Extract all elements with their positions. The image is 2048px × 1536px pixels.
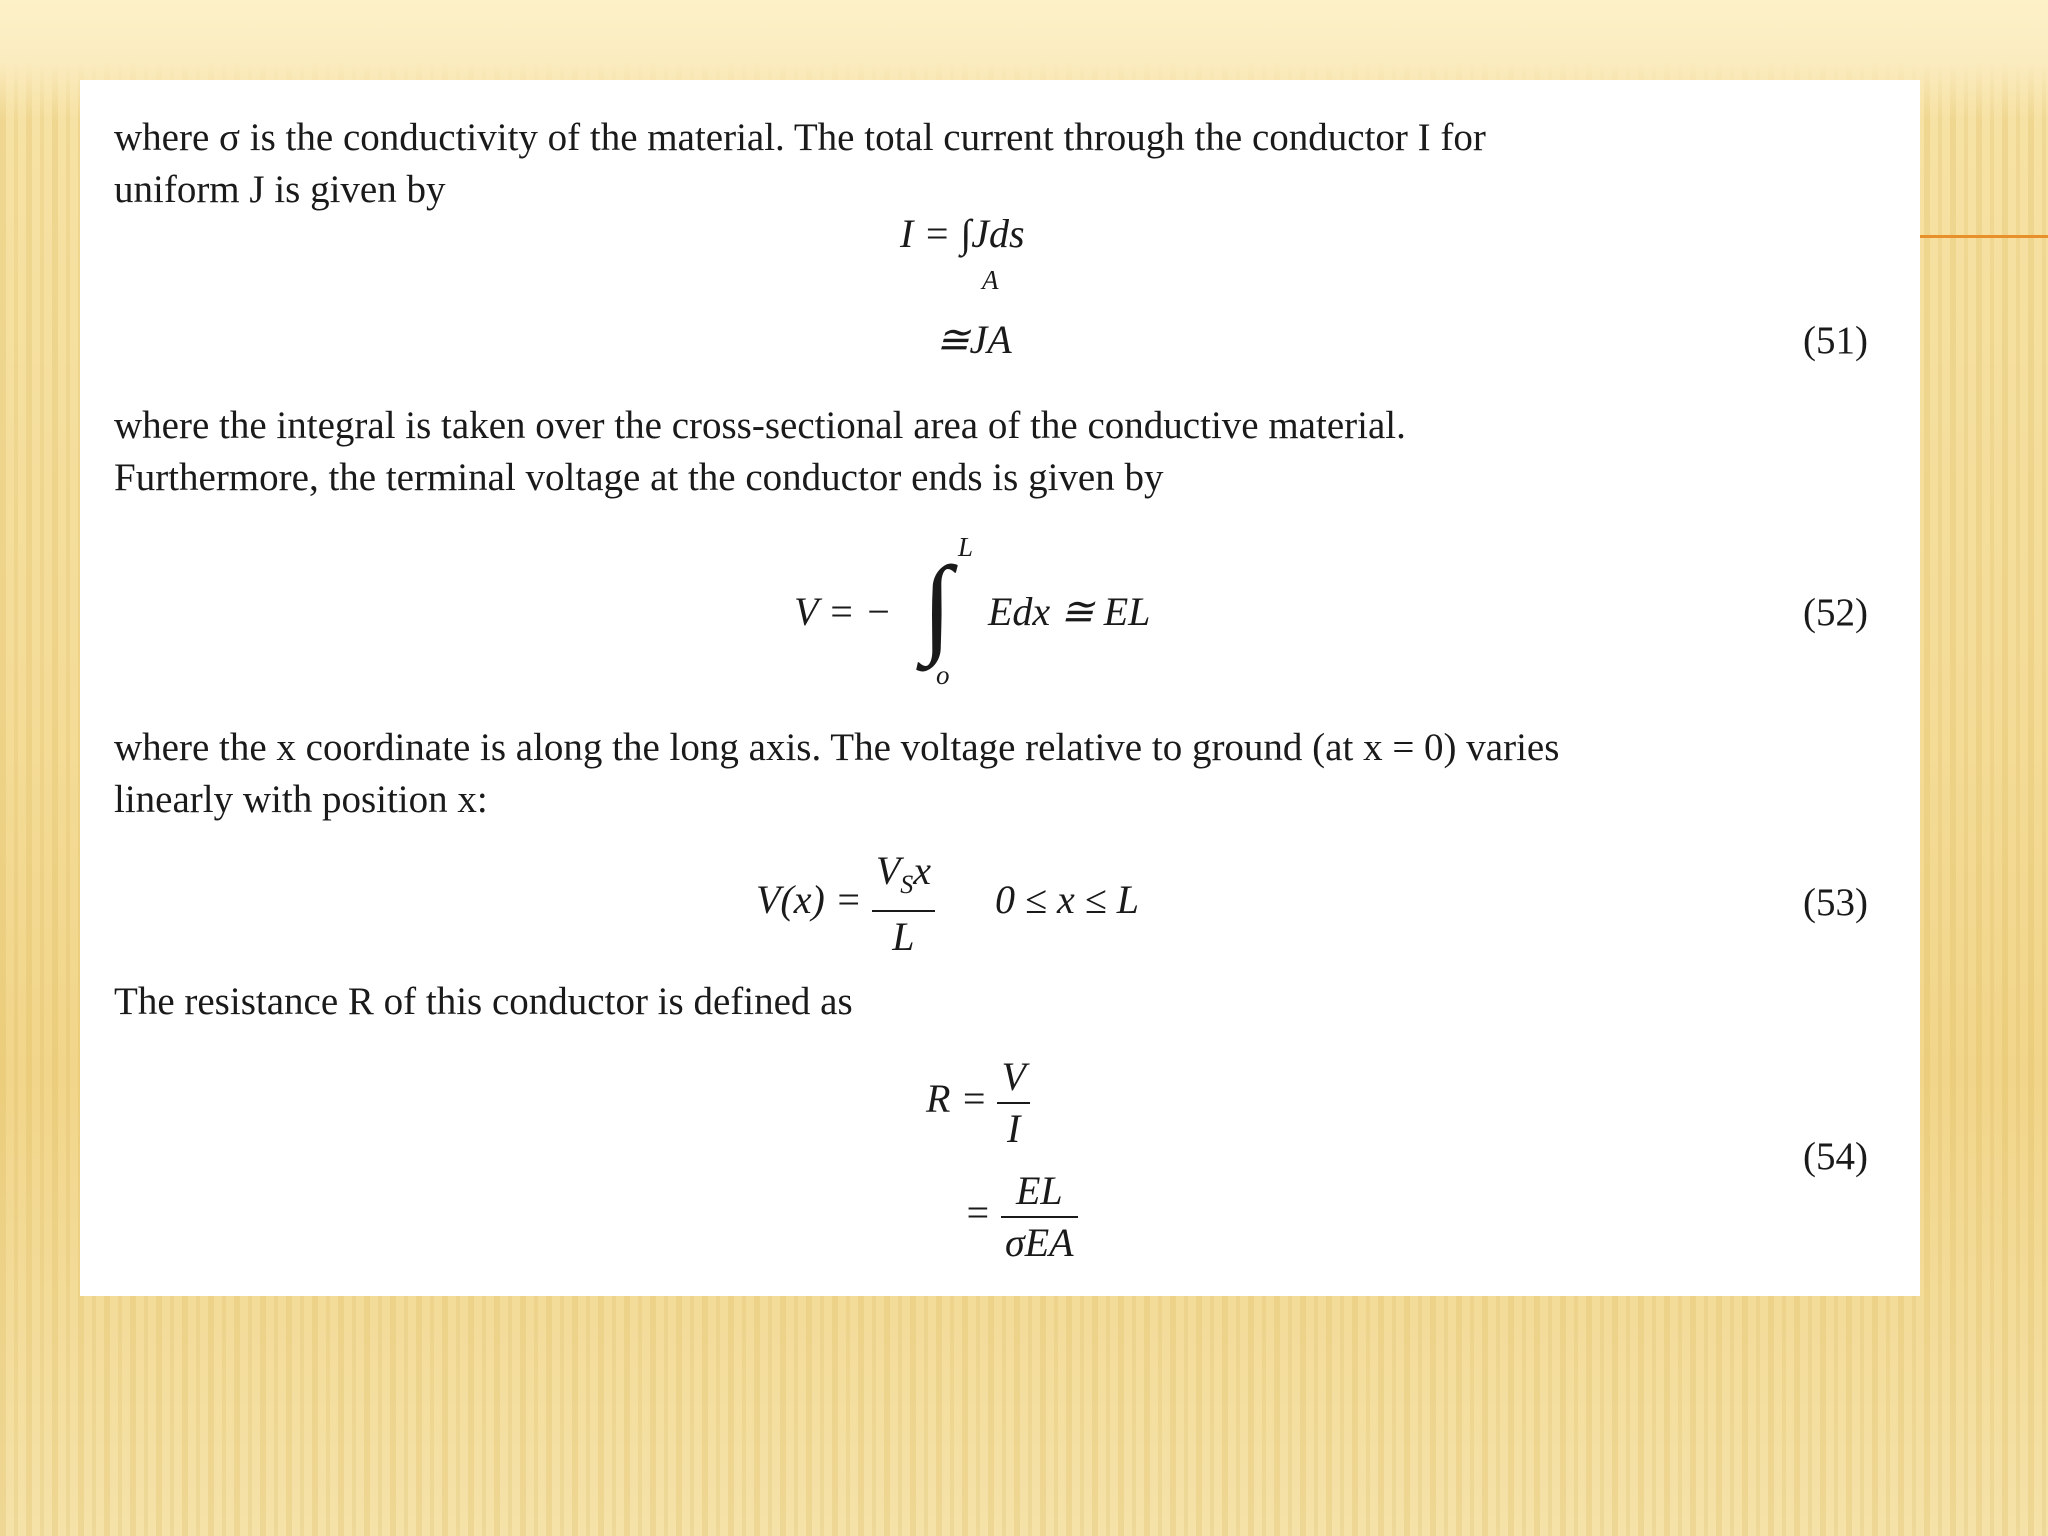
- equation-52-rhs: [988, 588, 1150, 635]
- eq54-line1-lhs: R =: [926, 1076, 988, 1122]
- eq54-fraction-2: [1001, 1166, 1078, 1268]
- equation-53: [756, 846, 1139, 962]
- equation-53-number: (53): [1803, 881, 1868, 924]
- equation-51-line-1: [900, 210, 1025, 257]
- eq52-integral-sign: ∫: [922, 544, 953, 666]
- eq54-den-2-text: σEA: [1005, 1220, 1074, 1265]
- equation-52-number: (52): [1803, 591, 1868, 634]
- equation-51-line-2: [936, 316, 1012, 363]
- paragraph-4-line-1: The resistance R of this conductor is defined as: [114, 980, 853, 1023]
- paragraph-3-line-2: linearly with position x:: [114, 778, 488, 821]
- eq53-num-v: V: [875, 848, 901, 893]
- eq52-lower-limit: o: [936, 660, 950, 690]
- equation-54-line-2: [964, 1166, 1078, 1268]
- paragraph-2-line-1: where the integral is taken over the cross-sectional area of the conductive material.: [114, 404, 1406, 447]
- paragraph-3-line-1: where the x coordinate is along the long axis. The voltage relative to ground (at x = 0) varies: [114, 726, 1560, 769]
- eq51-rhs: Jds: [971, 211, 1025, 256]
- eq54-numerator-1: [997, 1052, 1029, 1104]
- eq53-lhs: V(x) =: [756, 877, 862, 923]
- eq53-condition: 0 ≤ x ≤ L: [995, 877, 1139, 923]
- eq53-num-x: x: [913, 848, 932, 893]
- accent-line: [1920, 235, 2048, 238]
- eq52-upper-limit: L: [958, 532, 974, 562]
- eq51-lhs: I =: [900, 211, 961, 256]
- paragraph-1-line-1: where σ is the conductivity of the material. The total current through the conductor I for: [114, 116, 1486, 159]
- paragraph-2-line-2: Furthermore, the terminal voltage at the conductor ends is given by: [114, 456, 1164, 499]
- eq51-subscript: A: [982, 265, 999, 295]
- eq52-lhs-text: V = −: [794, 589, 892, 634]
- eq51-line-2-text: ≅JA: [936, 317, 1012, 362]
- eq53-numerator: [872, 846, 935, 912]
- equation-54-line-1: [926, 1052, 1030, 1154]
- equation-54-number: (54): [1803, 1135, 1868, 1178]
- eq54-fraction-1: [997, 1052, 1029, 1154]
- eq52-rhs-text: Edx ≅ EL: [988, 589, 1151, 634]
- eq53-num-sub: S: [900, 870, 914, 899]
- equation-52-lhs: [794, 588, 892, 635]
- eq54-num-1-text: V: [1001, 1054, 1026, 1099]
- eq53-fraction: [872, 846, 935, 962]
- eq51-integral-sign: ∫: [960, 211, 972, 256]
- content-panel: [80, 80, 1920, 1296]
- eq54-denominator-2: [1001, 1218, 1078, 1268]
- eq54-numerator-2: [1001, 1166, 1078, 1218]
- eq54-denominator-1: [997, 1104, 1029, 1154]
- paragraph-1-line-2: uniform J is given by: [114, 168, 446, 211]
- eq54-den-1-text: I: [1006, 1106, 1021, 1151]
- equation-51-number: (51): [1803, 319, 1868, 362]
- eq53-denominator: [872, 912, 935, 962]
- eq54-num-2-text: EL: [1015, 1168, 1063, 1213]
- eq53-den-l: L: [892, 914, 915, 959]
- eq54-line2-lhs: =: [964, 1190, 991, 1236]
